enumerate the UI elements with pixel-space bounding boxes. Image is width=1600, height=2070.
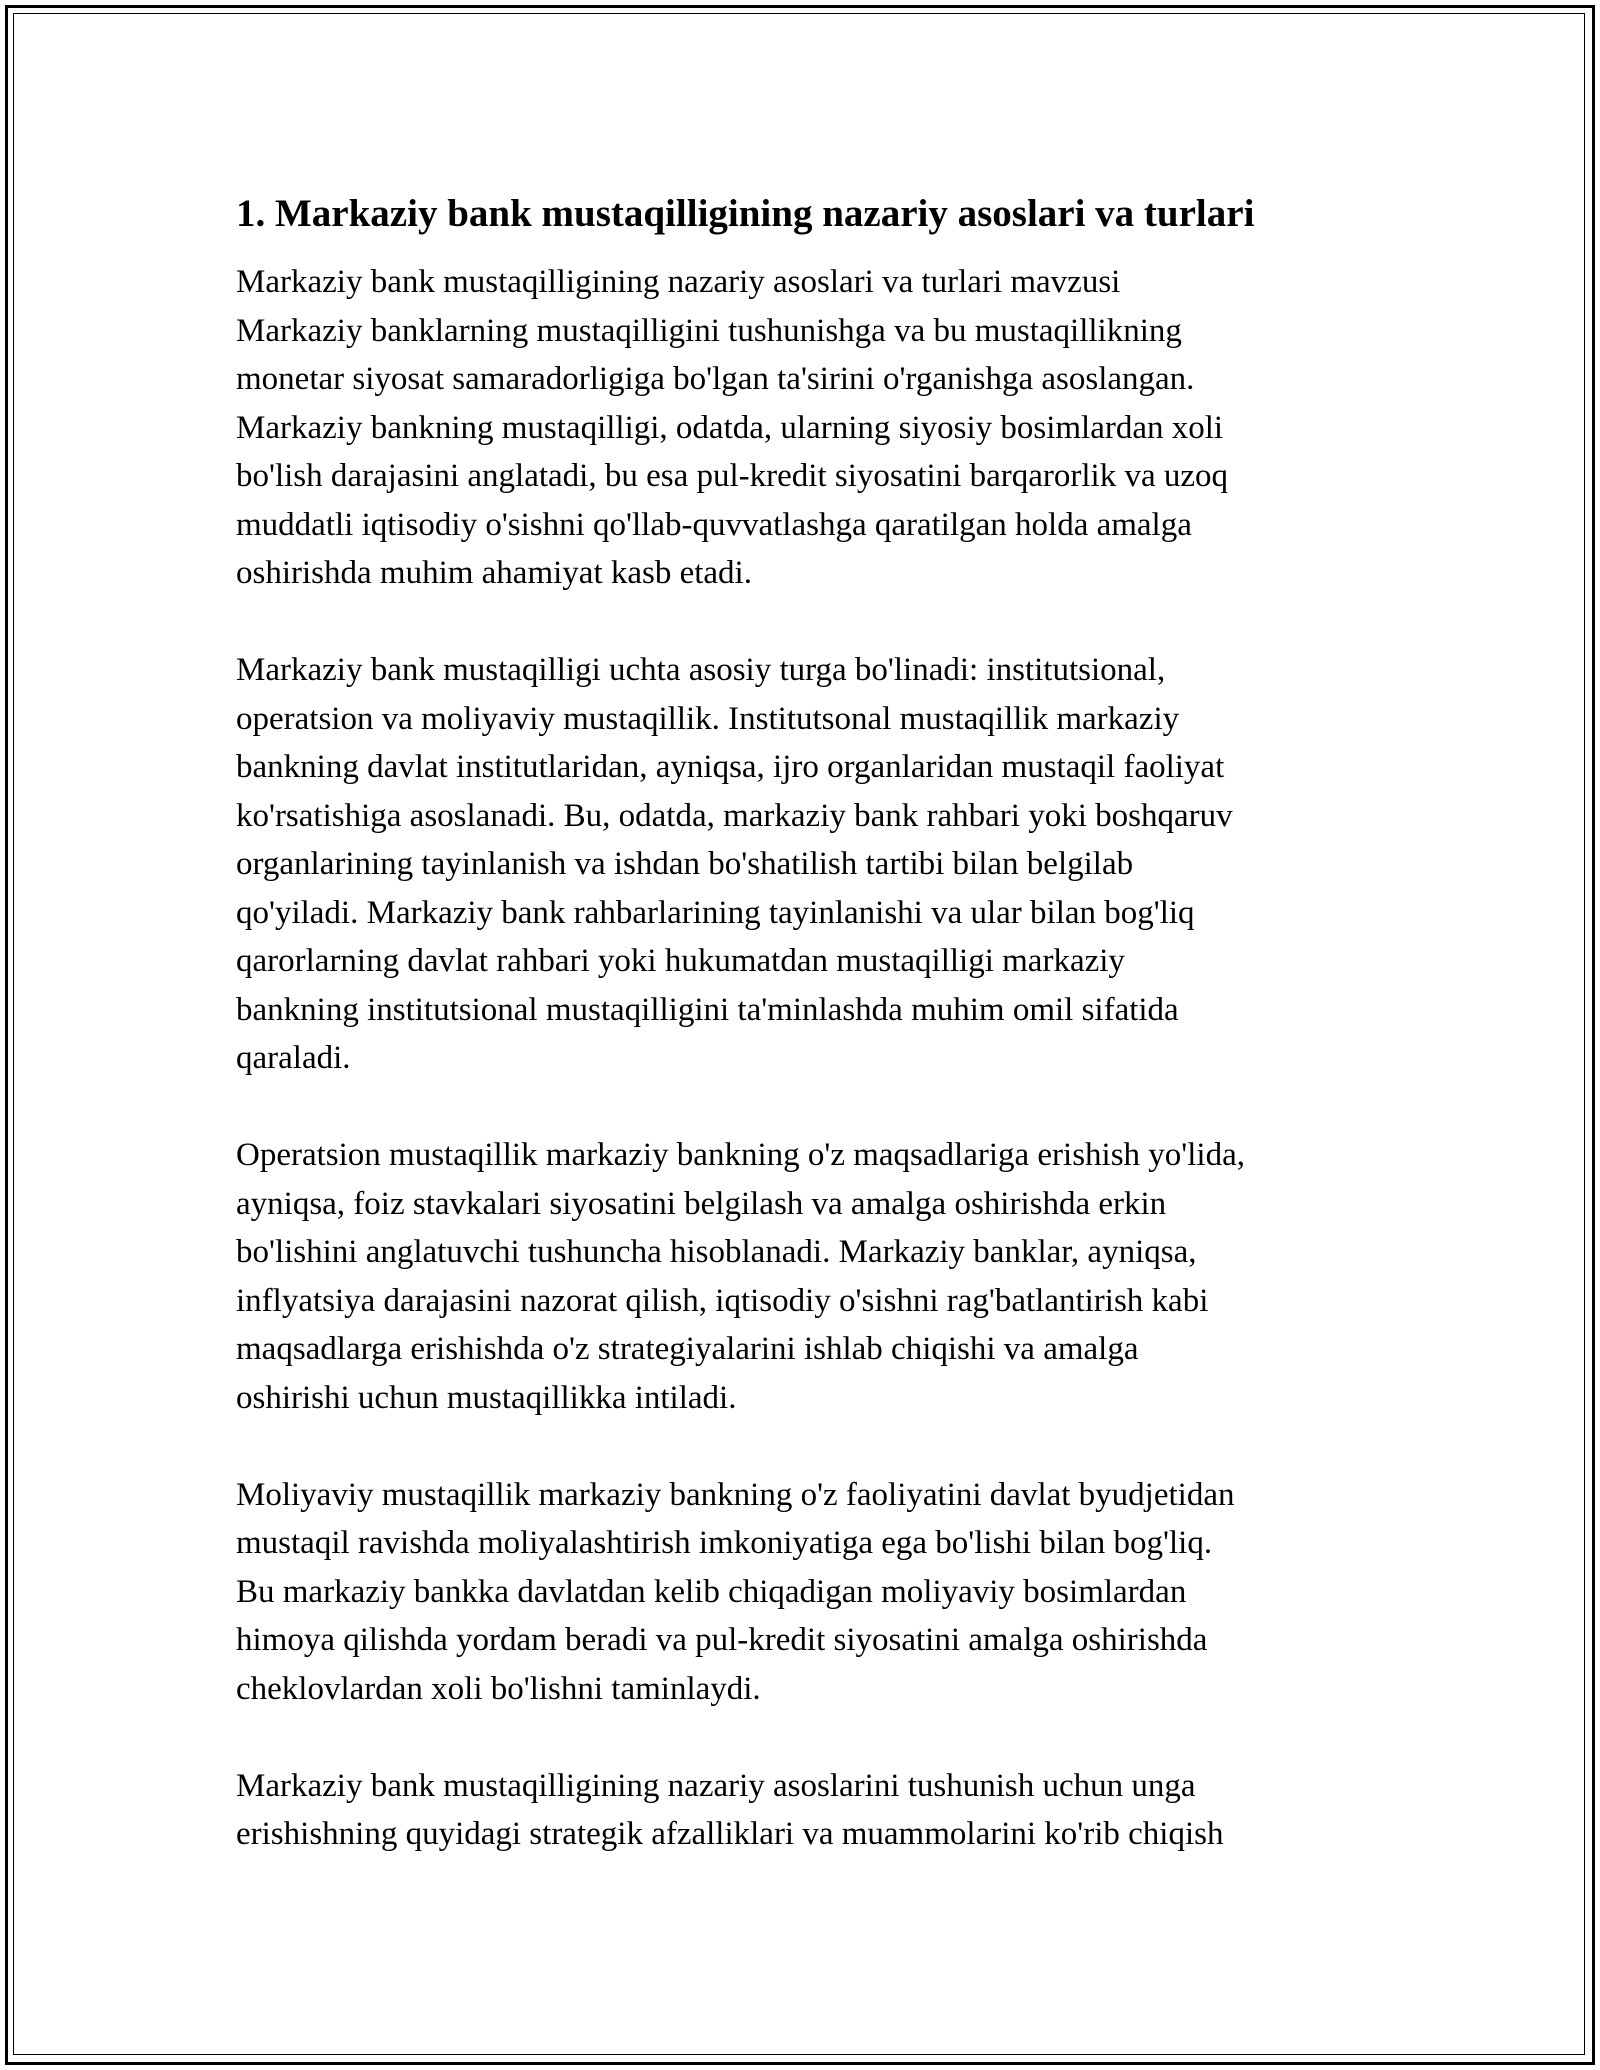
text-line: qo'yiladi. Markaziy bank rahbarlarining tayinlanishi va ular bilan bog'liq bbox=[236, 894, 1195, 931]
text-line: bankning institutsional mustaqilligini ta'minlashda muhim omil sifatida bbox=[236, 991, 1179, 1028]
text-line: Bu markaziy bankka davlatdan kelib chiqadigan moliyaviy bosimlardan bbox=[236, 1573, 1187, 1610]
text-line: cheklovlardan xoli bo'lishni taminlaydi. bbox=[236, 1670, 761, 1707]
paragraph-conclusion bbox=[236, 1762, 1396, 1859]
text-line: Markaziy bankning mustaqilligi, odatda, ularning siyosiy bosimlardan xoli bbox=[236, 409, 1224, 446]
text-line: oshirishda muhim ahamiyat kasb etadi. bbox=[236, 555, 752, 591]
text-line: ko'rsatishiga asoslanadi. Bu, odatda, markaziy bank rahbari yoki boshqaruv bbox=[236, 797, 1233, 834]
paragraph-operational bbox=[236, 1131, 1396, 1422]
text-line: bo'lish darajasini anglatadi, bu esa pul-kredit siyosatini barqarorlik va uzoq bbox=[236, 458, 1229, 494]
text-line: maqsadlarga erishishda o'z strategiyalarini ishlab chiqishi va amalga bbox=[236, 1331, 1139, 1367]
text-line: qaraladi. bbox=[236, 1040, 351, 1076]
paragraph-financial bbox=[236, 1471, 1396, 1714]
text-line: operatsion va moliyaviy mustaqillik. Institutsonal mustaqillik markaziy bbox=[236, 700, 1180, 737]
text-line: Moliyaviy mustaqillik markaziy bankning o'z faoliyatini davlat byudjetidan bbox=[236, 1476, 1235, 1513]
text-line: organlarining tayinlanish va ishdan bo'shatilish tartibi bilan belgilab bbox=[236, 846, 1134, 882]
text-line: himoya qilishda yordam beradi va pul-kredit siyosatini amalga oshirishda bbox=[236, 1622, 1208, 1658]
text-line: mustaqil ravishda moliyalashtirish imkoniyatiga ega bo'lishi bilan bog'liq. bbox=[236, 1525, 1213, 1561]
text-line: inflyatsiya darajasini nazorat qilish, iqtisodiy o'sishni rag'batlantirish kabi bbox=[236, 1282, 1209, 1319]
paragraph-intro bbox=[236, 258, 1396, 598]
text-line: qarorlarning davlat rahbari yoki hukumatdan mustaqilligi markaziy bbox=[236, 943, 1125, 979]
text-line: Operatsion mustaqillik markaziy bankning o'z maqsadlariga erishish yo'lida, bbox=[236, 1137, 1245, 1173]
text-line: bankning davlat institutlaridan, ayniqsa, ijro organlaridan mustaqil faoliyat bbox=[236, 749, 1225, 785]
text-line: oshirishi uchun mustaqillikka intiladi. bbox=[236, 1379, 737, 1416]
text-line: Markaziy bank mustaqilligining nazariy asoslari va turlari mavzusi bbox=[236, 264, 1121, 300]
text-line: muddatli iqtisodiy o'sishni qo'llab-quvvatlashga qaratilgan holda amalga bbox=[236, 506, 1192, 543]
text-line: bo'lishini anglatuvchi tushuncha hisoblanadi. Markaziy banklar, ayniqsa, bbox=[236, 1234, 1197, 1270]
text-line: Markaziy banklarning mustaqilligini tushunishga va bu mustaqillikning bbox=[236, 312, 1182, 349]
paragraph-types bbox=[236, 646, 1396, 1083]
text-line: Markaziy bank mustaqilligining nazariy asoslarini tushunish uchun unga bbox=[236, 1767, 1196, 1804]
text-line: erishishning quyidagi strategik afzalliklari va muammolarini ko'rib chiqish bbox=[236, 1816, 1224, 1852]
section-heading: 1. Markaziy bank mustaqilligining nazariy asoslari va turlari bbox=[236, 192, 1255, 235]
text-line: Markaziy bank mustaqilligi uchta asosiy turga bo'linadi: institutsional, bbox=[236, 652, 1166, 688]
text-line: monetar siyosat samaradorligiga bo'lgan ta'sirini o'rganishga asoslangan. bbox=[236, 361, 1195, 397]
text-line: ayniqsa, foiz stavkalari siyosatini belgilash va amalga oshirishda erkin bbox=[236, 1185, 1167, 1222]
document-body bbox=[236, 188, 1396, 1907]
